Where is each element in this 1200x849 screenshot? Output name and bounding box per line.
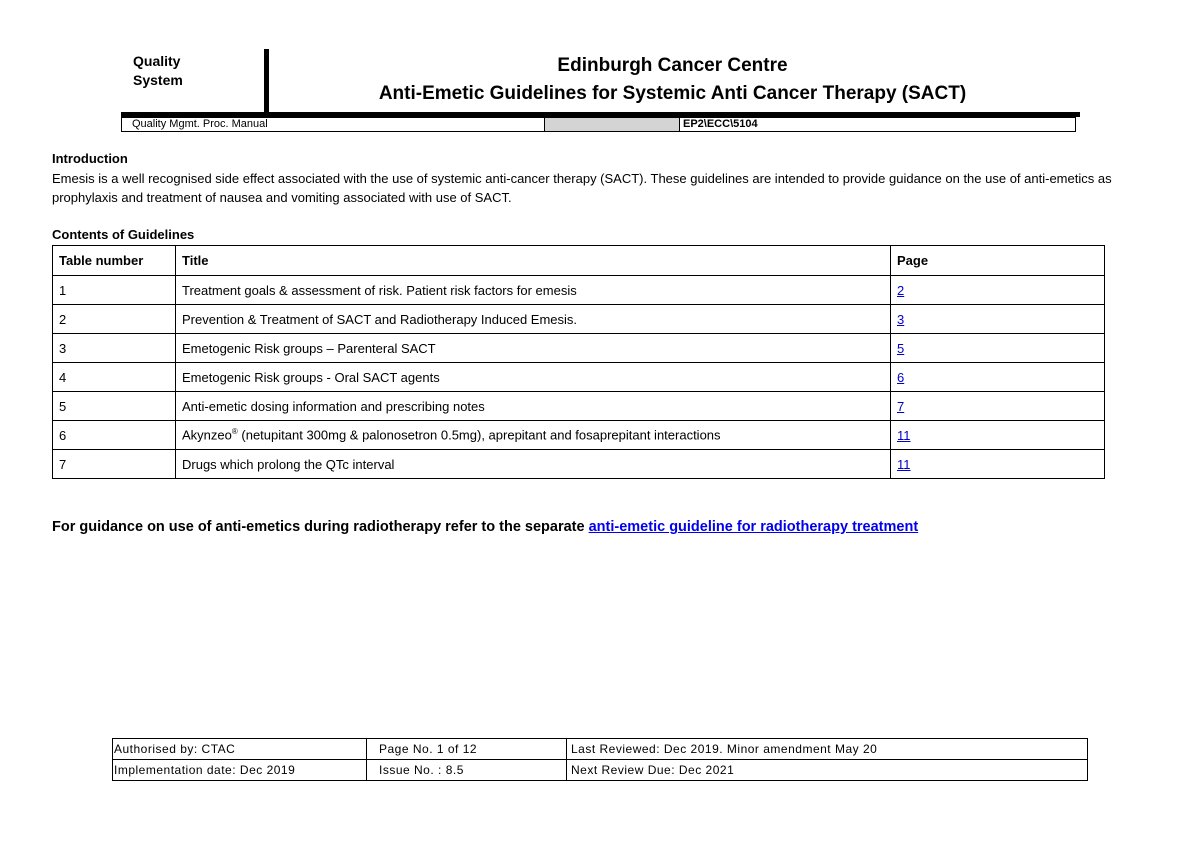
page-link[interactable]: 5 — [897, 340, 905, 356]
table-row — [53, 421, 1105, 450]
shaded-cell — [545, 118, 680, 131]
registered-mark: ® — [231, 427, 238, 437]
page-link[interactable]: 6 — [897, 369, 905, 385]
guidance-text: For guidance on use of anti-emetics during radiotherapy refer to the separate — [52, 519, 589, 535]
row-page-cell — [891, 421, 1105, 450]
row-page-cell — [891, 363, 1105, 392]
row-title: Emetogenic Risk groups - Oral SACT agents — [176, 363, 891, 392]
row-page-cell — [891, 305, 1105, 334]
contents-table — [52, 245, 1105, 479]
row-title-rest: (netupitant 300mg & palonosetron 0.5mg), aprepitant and fosaprepitant interactions — [237, 427, 721, 443]
table-row — [53, 450, 1105, 479]
table-row — [53, 363, 1105, 392]
last-reviewed: Last Reviewed: Dec 2019. Minor amendment May 20 — [571, 742, 878, 756]
row-number: 2 — [53, 305, 176, 334]
page-link[interactable]: 11 — [897, 456, 911, 472]
intro-text: Emesis is a well recognised side effect associated with the use of systemic anti-cancer therapy (SACT). These guidelines are intended to provide guidance on the use of anti-emetics as prophylaxis and treatment of nausea and vomiting associated with use of SACT. — [52, 171, 1112, 205]
row-number: 6 — [53, 421, 176, 450]
col-number-header: Table number — [53, 246, 176, 276]
manual-cell: Quality Mgmt. Proc. Manual — [122, 118, 545, 131]
table-row — [53, 305, 1105, 334]
row-title-prefix: Akynzeo — [182, 427, 232, 443]
row-number: 3 — [53, 334, 176, 363]
authorised-by: Authorised by: CTAC — [113, 739, 367, 759]
issue-number: Issue No. : 8.5 — [367, 760, 567, 780]
footer-row — [113, 759, 1087, 780]
col-page-header: Page — [891, 246, 1105, 276]
page-number: Page No. 1 of 12 — [367, 739, 567, 759]
col-title-header: Title — [176, 246, 891, 276]
row-title: Anti-emetic dosing information and prescribing notes — [176, 392, 891, 421]
implementation-date: Implementation date: Dec 2019 — [113, 760, 367, 780]
intro-heading: Introduction — [52, 151, 128, 166]
page-link[interactable]: 7 — [897, 398, 905, 414]
radiotherapy-guidance — [52, 518, 918, 537]
table-row — [53, 392, 1105, 421]
row-title: Treatment goals & assessment of risk. Patient risk factors for emesis — [176, 276, 891, 305]
document-subtitle: Anti-Emetic Guidelines for Systemic Anti Cancer Therapy (SACT) — [378, 83, 967, 104]
footer-table — [112, 738, 1088, 781]
row-page-cell — [891, 450, 1105, 479]
header-meta-row — [121, 117, 1076, 132]
footer-row — [113, 739, 1087, 759]
header-vertical-divider — [264, 49, 269, 113]
row-page-cell — [891, 334, 1105, 363]
contents-heading: Contents of Guidelines — [52, 227, 195, 242]
row-number: 4 — [53, 363, 176, 392]
document-title: Edinburgh Cancer Centre — [557, 55, 788, 76]
row-number: 1 — [53, 276, 176, 305]
page-link[interactable]: 3 — [897, 311, 905, 327]
quality-system-label — [133, 52, 183, 90]
row-page-cell — [891, 276, 1105, 305]
radiotherapy-guideline-link[interactable]: anti-emetic guideline for radiotherapy treatment — [588, 519, 919, 535]
quality-line-2: System — [133, 72, 183, 88]
quality-line-1: Quality — [133, 53, 181, 69]
next-review: Next Review Due: Dec 2021 — [571, 763, 735, 777]
table-row — [53, 276, 1105, 305]
row-title — [176, 421, 891, 450]
table-row — [53, 334, 1105, 363]
row-number: 5 — [53, 392, 176, 421]
row-page-cell — [891, 392, 1105, 421]
row-title: Emetogenic Risk groups – Parenteral SACT — [176, 334, 891, 363]
row-title: Prevention & Treatment of SACT and Radiotherapy Induced Emesis. — [176, 305, 891, 334]
doc-code-cell: EP2\ECC\5104 — [683, 118, 758, 130]
table-header-row — [53, 246, 1105, 276]
page-link[interactable]: 2 — [897, 282, 905, 298]
row-title: Drugs which prolong the QTc interval — [176, 450, 891, 479]
page-link[interactable]: 11 — [897, 427, 911, 443]
row-number: 7 — [53, 450, 176, 479]
